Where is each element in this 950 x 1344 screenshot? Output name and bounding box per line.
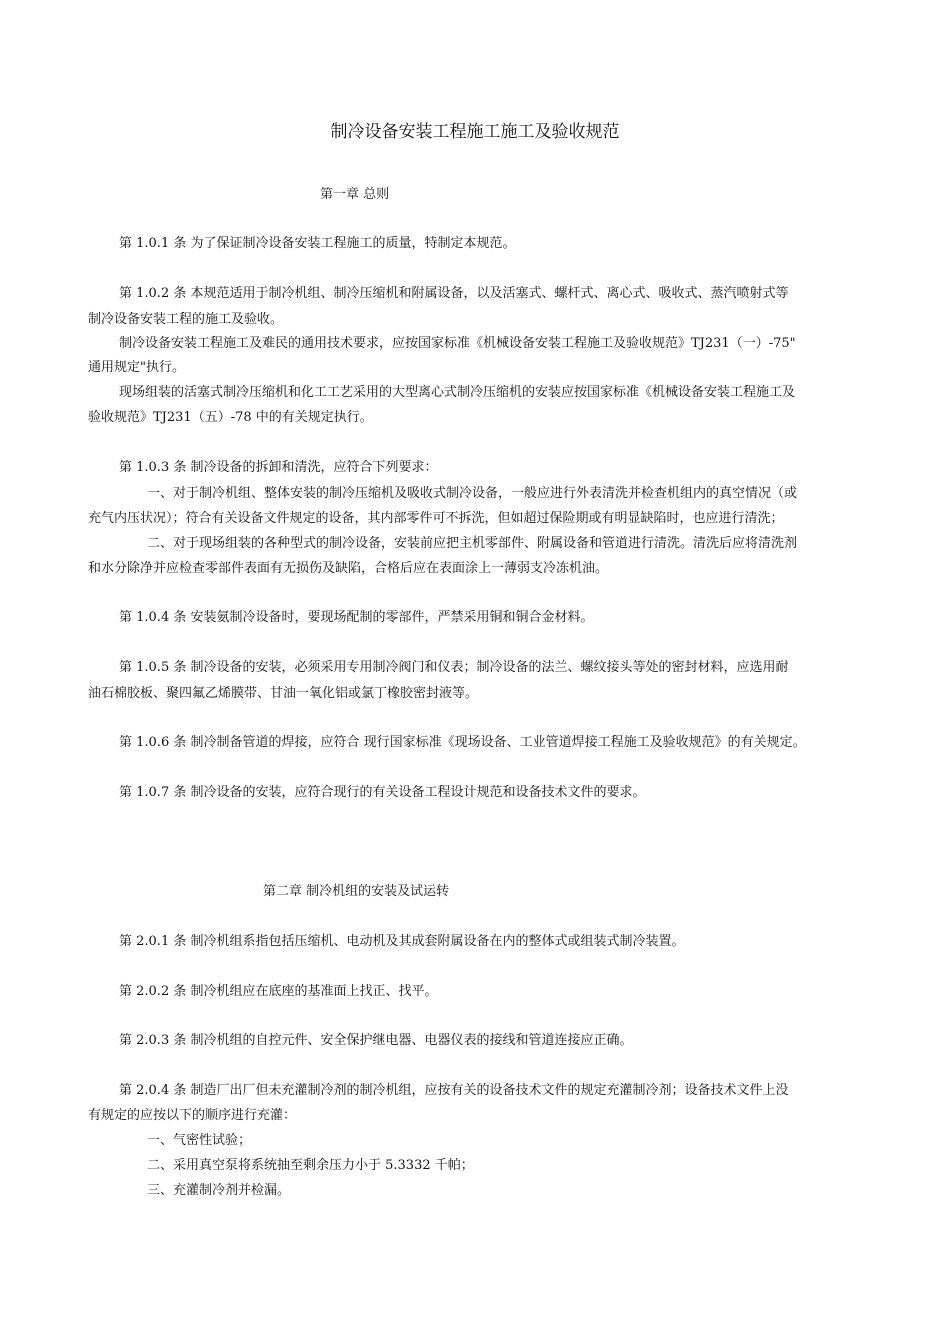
article-1-0-3-line-1: 第 1.0.3 条 制冷设备的拆卸和清洗，应符合下列要求： (119, 460, 438, 475)
article-1-0-3-item-2-line-1: 二、对于现场组装的各种型式的制冷设备，安装前应把主机零部件、附属设备和管道进行清洗。清洗后应将清洗剂 (147, 536, 798, 551)
article-1-0-3-item-2-line-2: 和水分除净并应检查零部件表面有无损伤及缺陷，合格后应在表面涂上一薄弱支冷冻机油。 (88, 561, 609, 576)
article-1-0-7: 第 1.0.7 条 制冷设备的安装，应符合现行的有关设备工程设计规范和设备技术文件的要求。 (119, 785, 646, 800)
document-title: 制冷设备安装工程施工施工及验收规范 (330, 122, 620, 142)
article-1-0-4: 第 1.0.4 条 安装氨制冷设备时，要现场配制的零部件，严禁采用铜和铜合金材料。 (119, 610, 594, 625)
article-1-0-2-line-6: 验收规范》TJ231（五）-78 中的有关规定执行。 (88, 410, 373, 425)
article-1-0-2-line-1: 第 1.0.2 条 本规范适用于制冷机组、制冷压缩机和附属设备，以及活塞式、螺杆式、离心式、吸收式、蒸汽喷射式等 (119, 286, 789, 301)
article-2-0-4-step-3: 三、充灌制冷剂并检漏。 (147, 1183, 291, 1198)
article-1-0-5-line-1: 第 1.0.5 条 制冷设备的安装，必须采用专用制冷阀门和仪表；制冷设备的法兰、螺纹接头等处的密封材料，应选用耐 (119, 660, 789, 675)
article-2-0-4-line-1: 第 2.0.4 条 制造厂出厂但未充灌制冷剂的制冷机组，应按有关的设备技术文件的规定充灌制冷剂；设备技术文件上没 (119, 1083, 789, 1098)
article-2-0-4-line-2: 有规定的应按以下的顺序进行充灌： (88, 1108, 297, 1123)
chapter-1-heading: 第一章 总则 (320, 187, 390, 202)
article-2-0-2: 第 2.0.2 条 制冷机组应在底座的基准面上找正、找平。 (119, 984, 438, 999)
article-2-0-4-step-1: 一、气密性试验； (147, 1133, 252, 1148)
article-1-0-1: 第 1.0.1 条 为了保证制冷设备安装工程施工的质量，特制定本规范。 (119, 236, 516, 251)
article-1-0-3-item-1-line-1: 一、对于制冷机组、整体安装的制冷压缩机及吸收式制冷设备，一般应进行外表清洗并检查机组内的真空情况（或 (147, 486, 798, 501)
article-1-0-2-line-3: 制冷设备安装工程施工及难民的通用技术要求，应按国家标准《机械设备安装工程施工及验收规范》TJ231（一）-75" (119, 336, 796, 351)
article-2-0-4-step-2: 二、采用真空泵将系统抽至剩余压力小于 5.3332 千帕； (147, 1158, 474, 1173)
article-2-0-3: 第 2.0.3 条 制冷机组的自控元件、安全保护继电器、电器仪表的接线和管道连接应正确。 (119, 1033, 633, 1048)
article-1-0-5-line-2: 油石棉胶板、聚四氟乙烯膜带、甘油一氧化铝或氯丁橡胶密封液等。 (88, 686, 479, 701)
article-1-0-2-line-5: 现场组装的活塞式制冷压缩机和化工工艺采用的大型离心式制冷压缩机的安装应按国家标准《机械设备安装工程施工及 (119, 385, 796, 400)
article-1-0-2-line-2: 制冷设备安装工程的施工及验收。 (88, 312, 284, 327)
chapter-2-heading: 第二章 制冷机组的安装及试运转 (263, 884, 450, 899)
article-1-0-3-item-1-line-2: 充气内压状况）；符合有关设备文件规定的设备，其内部零件可不拆洗，但如超过保险期或有明显缺陷时，也应进行清洗； (88, 511, 784, 526)
article-1-0-6: 第 1.0.6 条 制冷制备管道的焊接，应符合 现行国家标准《现场设备、工业管道焊接工程施工及验收规范》的有关规定。 (119, 735, 806, 750)
article-2-0-1: 第 2.0.1 条 制冷机组系指包括压缩机、电动机及其成套附属设备在内的整体式或组装式制冷装置。 (119, 934, 685, 949)
article-1-0-2-line-4: 通用规定"执行。 (88, 360, 185, 375)
